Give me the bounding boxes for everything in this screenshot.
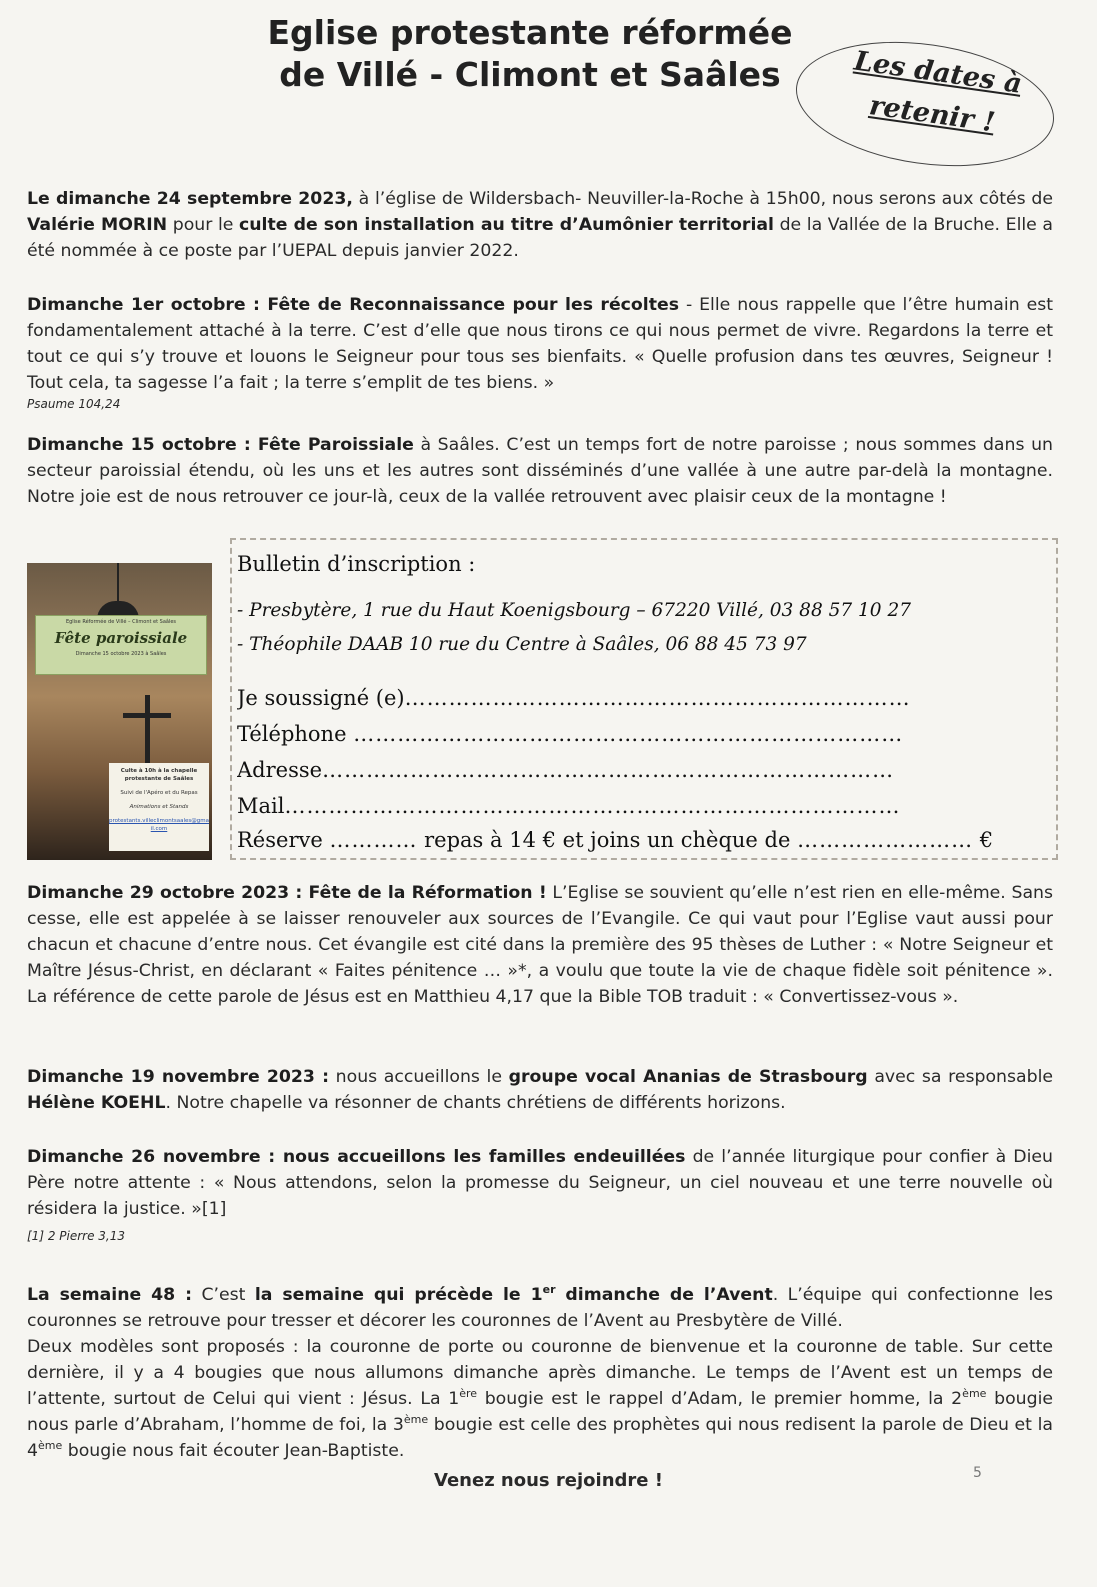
poster-title: Fête paroissiale (54, 629, 188, 647)
poster-banner (35, 615, 207, 675)
p7-heading: La semaine 48 : (27, 1285, 193, 1305)
form-address-presbytere: - Presbytère, 1 rue du Haut Koenigsbourg – 67220 Villé, 03 88 57 10 27 (237, 600, 911, 621)
form-label-phone: Téléphone (237, 722, 354, 746)
form-field-address[interactable]: Adresse…………………………………………………………………… (237, 758, 895, 782)
poster-info-stands: Animations et Stands (129, 804, 189, 810)
p7-sup-1: er (542, 1283, 556, 1297)
paragraph-fete-paroissiale (27, 432, 1053, 510)
p7-sup-5: ème (38, 1439, 63, 1453)
poster-lamp-cord (117, 563, 119, 603)
poster-info-box (109, 763, 209, 851)
p1-name: Valérie MORIN (27, 215, 168, 235)
form-field-phone[interactable]: Téléphone ………………………………………………………………… (237, 722, 904, 746)
form-label-reserve: Réserve (237, 828, 330, 852)
form-label-address: Adresse (237, 758, 323, 782)
p1-date: Le dimanche 24 septembre 2023, (27, 189, 353, 209)
p7-text-5: bougie nous parle d’Abraham, l’homme de foi, la 3 (27, 1389, 1053, 1435)
form-title: Bulletin d’inscription : (237, 552, 476, 576)
p7-bold-2: dimanche de l’Avent (555, 1285, 773, 1305)
form-field-reservation[interactable]: Réserve ………… repas à 14 € et joins un chèque de …………………… € (237, 828, 994, 852)
paragraph-avent (27, 1282, 1053, 1464)
title-line-1: Eglise protestante réformée (267, 13, 793, 52)
poster-church-name: Eglise Réformée de Villé – Climont et Saâles (65, 619, 177, 625)
poster-info-repas: Suivi de l'Apéro et du Repas (120, 790, 198, 796)
p1-text-2: pour le (167, 215, 239, 235)
p5-text-1: nous accueillons le (329, 1067, 509, 1087)
p6-reference: [1] 2 Pierre 3,13 (27, 1229, 125, 1243)
p5-text-3: . Notre chapelle va résonner de chants chrétiens de différents horizons. (165, 1093, 786, 1113)
p3-heading: Dimanche 15 octobre : Fête Paroissiale (27, 435, 414, 455)
p7-text-7: bougie nous fait écouter Jean-Baptiste. (62, 1441, 405, 1461)
p2-text: - Elle nous rappelle que l’être humain est fondamentalement attaché à la terre. C’est d’elle que nous tirons ce qui nous permet de vivre. Regardons la terre et tout ce qui s’y trouve et louons le Seigneur pour tous ses bienfaits. « Quelle profusion dans tes œuvres, Seigneur ! Tout cela, ta sagesse l’a fait ; la terre s’emplit de tes biens. » (27, 295, 1053, 393)
fete-paroissiale-poster (27, 563, 212, 860)
p5-text-2: avec sa responsable (867, 1067, 1054, 1087)
p4-text: L’Eglise se souvient qu’elle n’est rien en elle-même. Sans cesse, elle est appelée à se laisser renouveler aux sources de l’Evangile. Ce qui vaut pour l’Eglise vaut aussi pour chacun et chacune d’entre nous. Cet évangile est cité dans la première des 95 thèses de Luther : « Notre Seigneur et Maître Jésus-Christ, en déclarant « Faites pénitence … »*, a voulu que toute la vie de chaque fidèle soit pénitence ». La référence de cette parole de Jésus est en Matthieu 4,17 que la Bible TOB traduit : « Convertissez-vous ». (27, 883, 1053, 1007)
stamp-line-2: retenir ! (867, 90, 997, 139)
p7-text-4: bougie est le rappel d’Adam, le premier homme, la 2 (477, 1389, 963, 1409)
page-title (250, 12, 810, 96)
paragraph-ananias (27, 1064, 1053, 1116)
paragraph-recoltes (27, 292, 1053, 412)
p5-group: groupe vocal Ananias de Strasbourg (508, 1067, 868, 1087)
form-label-repas: repas à 14 € et joins un chèque de (417, 828, 798, 852)
closing-invitation: Venez nous rejoindre ! (434, 1470, 663, 1491)
p7-text-3: Deux modèles sont proposés : la couronne de porte ou couronne de bienvenue et la couronne de table. Sur cette dernière, il y a 4 bougies que nous allumons dimanche après dimanche. Le temps de l’Avent est un temps de l’attente, surtout de Celui qui vient : Jésus. La 1 (27, 1337, 1053, 1409)
poster-cross-horizontal (123, 713, 171, 718)
p5-heading: Dimanche 19 novembre 2023 : (27, 1067, 330, 1087)
form-address-daab: - Théophile DAAB 10 rue du Centre à Saâles, 06 88 45 73 97 (237, 634, 807, 655)
form-label-mail: Mail (237, 794, 285, 818)
p7-text-6: bougie est celle des prophètes qui nous redisent la parole de Dieu et la 4 (27, 1415, 1053, 1461)
p4-heading: Dimanche 29 octobre 2023 : Fête de la Réformation ! (27, 883, 547, 903)
p7-sup-2: ère (459, 1387, 478, 1401)
p6-heading: Dimanche 26 novembre : nous accueillons les familles endeuillées (27, 1147, 686, 1167)
page-number: 5 (973, 1465, 982, 1481)
form-field-mail[interactable]: Mail………………………………………………………………………… (237, 794, 901, 818)
form-label-euro: € (973, 828, 994, 852)
p6-text: de l’année liturgique pour confier à Dieu Père notre attente : « Nous attendons, selon la promesse du Seigneur, un ciel nouveau et une terre nouvelle où résidera la justice. »[1] (27, 1147, 1053, 1219)
p7-sup-3: ème (962, 1387, 987, 1401)
p1-text-1: à l’église de Wildersbach- Neuviller-la-Roche à 15h00, nous serons aux côtés de (352, 189, 1053, 209)
form-label-name: Je soussigné (e) (237, 686, 405, 710)
p1-culte: culte de son installation au titre d’Aumônier territorial (239, 215, 774, 235)
p5-name: Hélène KOEHL (27, 1093, 166, 1113)
stamp-line-1: Les dates à (852, 45, 1024, 100)
poster-info-culte: Culte à 10h à la chapelle protestante de Saâles (120, 768, 198, 782)
p1-text-3: de la Vallée de la Bruche. Elle a été nommée à ce poste par l’UEPAL depuis janvier 2022. (27, 215, 1053, 261)
p2-reference: Psaume 104,24 (27, 397, 121, 411)
p7-bold-1: la semaine qui précède le 1 (254, 1285, 543, 1305)
p7-text-2: . L’équipe qui confectionne les couronnes se retrouve pour tresser et décorer les couronnes de l’Avent au Presbytère de Villé. (27, 1285, 1053, 1331)
title-line-2: de Villé - Climont et Saâles (279, 55, 781, 94)
p3-text: à Saâles. C’est un temps fort de notre paroisse ; nous sommes dans un secteur paroissial étendu, où les uns et les autres sont disséminés d’une vallée à une autre par-delà la montagne. Notre joie est de nous retrouver ce jour-là, ceux de la vallée retrouvent avec plaisir ceux de la montagne ! (27, 435, 1053, 507)
paragraph-reformation (27, 880, 1053, 1010)
p7-text-1: C’est (192, 1285, 255, 1305)
poster-date: Dimanche 15 octobre 2023 à Saâles (75, 651, 167, 657)
p2-heading: Dimanche 1er octobre : Fête de Reconnaissance pour les récoltes (27, 295, 679, 315)
poster-info-email: protestants.villeclimontsaales@gmail.com (109, 818, 209, 832)
p7-sup-4: ème (403, 1413, 429, 1427)
form-field-name[interactable]: Je soussigné (e)…………………………………………………………… (237, 686, 911, 710)
registration-form (230, 538, 1058, 860)
paragraph-familles-endeuillees (27, 1144, 1053, 1244)
paragraph-installation (27, 186, 1053, 264)
